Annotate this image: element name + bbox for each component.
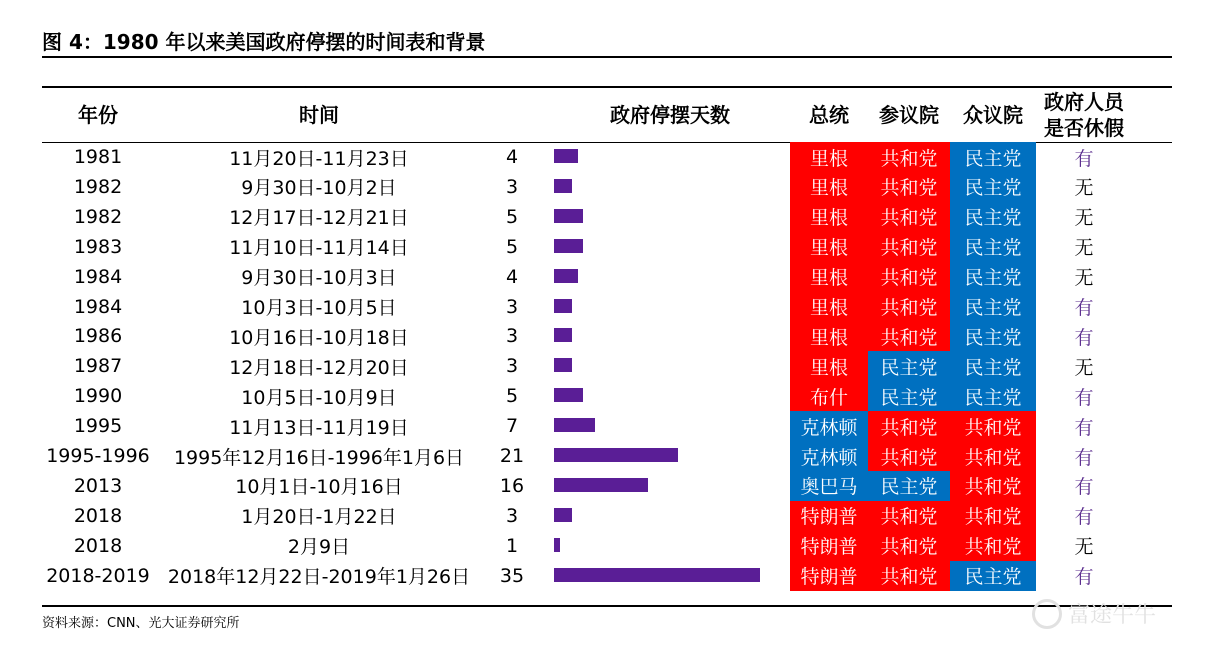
president-cell: 里根 xyxy=(790,351,868,381)
president-cell: 特朗普 xyxy=(790,531,868,561)
leave-cell: 有 xyxy=(1074,566,1094,589)
senate-cell: 民主党 xyxy=(868,351,950,381)
table-row xyxy=(42,321,1172,351)
president-cell: 克林顿 xyxy=(790,441,868,471)
header-leave-line1: 政府人员 xyxy=(1044,90,1124,114)
president-cell: 里根 xyxy=(790,262,868,292)
bottom-rule xyxy=(42,605,1172,607)
time-cell: 9月30日-10月2日 xyxy=(241,177,397,200)
table-row xyxy=(42,471,1172,501)
leave-cell: 有 xyxy=(1074,386,1094,409)
days-cell: 3 xyxy=(505,355,519,378)
senate-cell: 共和党 xyxy=(868,561,950,591)
table-row xyxy=(42,172,1172,202)
leave-cell: 无 xyxy=(1074,207,1094,230)
header-leave-line2: 是否休假 xyxy=(1044,116,1124,140)
watermark-text: 富途牛牛 xyxy=(1068,603,1157,628)
senate-cell: 共和党 xyxy=(868,262,950,292)
year-cell: 2018-2019 xyxy=(46,564,150,587)
president-cell: 克林顿 xyxy=(790,411,868,441)
table-row xyxy=(42,142,1172,172)
president-cell: 特朗普 xyxy=(790,501,868,531)
table-row xyxy=(42,411,1172,441)
year-cell: 1995 xyxy=(73,415,123,438)
days-bar xyxy=(554,568,760,582)
table-row xyxy=(42,262,1172,292)
days-bar xyxy=(554,358,572,372)
house-cell: 民主党 xyxy=(950,172,1036,202)
days-cell: 1 xyxy=(505,534,519,557)
house-cell: 共和党 xyxy=(950,441,1036,471)
days-cell: 4 xyxy=(505,265,519,288)
year-cell: 1981 xyxy=(73,146,123,168)
year-cell: 1990 xyxy=(73,385,123,408)
house-cell: 民主党 xyxy=(950,202,1036,232)
time-cell: 11月20日-11月23日 xyxy=(229,147,409,170)
year-cell: 2018 xyxy=(73,534,123,557)
days-bar xyxy=(554,328,572,342)
days-bar xyxy=(554,209,583,223)
leave-cell: 有 xyxy=(1074,416,1094,439)
days-cell: 35 xyxy=(499,564,525,587)
house-cell: 民主党 xyxy=(950,142,1036,172)
table-row xyxy=(42,531,1172,561)
watermark-logo-icon xyxy=(1032,599,1062,629)
time-cell: 10月3日-10月5日 xyxy=(241,297,397,319)
year-cell: 2018 xyxy=(73,504,123,527)
time-cell: 2月9日 xyxy=(287,536,351,559)
senate-cell: 共和党 xyxy=(868,202,950,232)
president-cell: 特朗普 xyxy=(790,561,868,591)
table-row xyxy=(42,202,1172,232)
days-bar xyxy=(554,269,578,283)
president-cell: 里根 xyxy=(790,142,868,172)
year-cell: 1984 xyxy=(73,265,123,288)
president-cell: 里根 xyxy=(790,292,868,322)
days-cell: 4 xyxy=(505,146,519,168)
table-row xyxy=(42,292,1172,322)
table-row xyxy=(42,501,1172,531)
days-cell: 3 xyxy=(505,504,519,527)
table-row xyxy=(42,232,1172,262)
days-bar xyxy=(554,478,648,492)
house-cell: 民主党 xyxy=(950,292,1036,322)
days-bar xyxy=(554,299,572,313)
president-cell: 里根 xyxy=(790,172,868,202)
time-cell: 11月10日-11月14日 xyxy=(229,237,409,260)
header-senate: 参议院 xyxy=(879,103,939,127)
days-bar xyxy=(554,179,572,193)
senate-cell: 共和党 xyxy=(868,232,950,262)
leave-cell: 有 xyxy=(1074,446,1094,469)
leave-cell: 无 xyxy=(1074,536,1094,559)
house-cell: 共和党 xyxy=(950,501,1036,531)
year-cell: 1982 xyxy=(73,205,123,228)
days-cell: 3 xyxy=(505,325,519,348)
house-cell: 共和党 xyxy=(950,531,1036,561)
year-cell: 1995-1996 xyxy=(46,445,150,467)
time-cell: 10月5日-10月9日 xyxy=(241,386,397,409)
time-cell: 12月17日-12月21日 xyxy=(229,207,409,230)
days-bar xyxy=(554,388,583,402)
senate-cell: 共和党 xyxy=(868,172,950,202)
time-cell: 1995年12月16日-1996年1月6日 xyxy=(173,446,465,469)
days-cell: 5 xyxy=(505,385,519,408)
days-cell: 21 xyxy=(499,445,525,467)
house-cell: 民主党 xyxy=(950,262,1036,292)
days-bar xyxy=(554,418,595,432)
time-cell: 1月20日-1月22日 xyxy=(241,506,397,529)
table-row xyxy=(42,351,1172,381)
year-cell: 1983 xyxy=(73,235,123,258)
president-cell: 里根 xyxy=(790,202,868,232)
header-time: 时间 xyxy=(299,103,339,127)
senate-cell: 共和党 xyxy=(868,441,950,471)
days-cell: 5 xyxy=(505,205,519,228)
senate-cell: 共和党 xyxy=(868,411,950,441)
watermark xyxy=(1032,598,1156,629)
house-cell: 民主党 xyxy=(950,381,1036,411)
time-cell: 10月1日-10月16日 xyxy=(235,476,403,499)
days-cell: 16 xyxy=(499,474,525,497)
president-cell: 奥巴马 xyxy=(790,471,868,501)
days-bar xyxy=(554,239,583,253)
senate-cell: 共和党 xyxy=(868,531,950,561)
days-cell: 5 xyxy=(505,235,519,258)
leave-cell: 无 xyxy=(1074,177,1094,200)
figure-title: 图 4：1980 年以来美国政府停摆的时间表和背景 xyxy=(42,30,486,54)
house-cell: 共和党 xyxy=(950,471,1036,501)
header-house: 众议院 xyxy=(963,103,1023,127)
year-cell: 1984 xyxy=(73,295,123,318)
header-days: 政府停摆天数 xyxy=(610,103,730,127)
time-cell: 11月13日-11月19日 xyxy=(229,416,409,439)
days-cell: 3 xyxy=(505,175,519,198)
days-bar xyxy=(554,538,560,552)
leave-cell: 无 xyxy=(1074,356,1094,379)
header-leave xyxy=(1036,88,1132,142)
house-cell: 民主党 xyxy=(950,351,1036,381)
year-cell: 1987 xyxy=(73,355,123,378)
leave-cell: 无 xyxy=(1074,237,1094,260)
header-president: 总统 xyxy=(809,103,849,127)
leave-cell: 有 xyxy=(1074,297,1094,319)
house-cell: 民主党 xyxy=(950,321,1036,351)
year-cell: 2013 xyxy=(73,474,123,497)
time-cell: 9月30日-10月3日 xyxy=(241,267,397,290)
house-cell: 民主党 xyxy=(950,232,1036,262)
top-rule xyxy=(42,56,1172,58)
time-cell: 10月16日-10月18日 xyxy=(229,326,409,349)
senate-cell: 民主党 xyxy=(868,471,950,501)
header-year: 年份 xyxy=(78,103,118,127)
table-row xyxy=(42,441,1172,471)
president-cell: 布什 xyxy=(790,381,868,411)
table-row xyxy=(42,561,1172,591)
days-cell: 7 xyxy=(505,415,519,438)
time-cell: 2018年12月22日-2019年1月26日 xyxy=(167,566,471,589)
leave-cell: 有 xyxy=(1074,506,1094,529)
year-cell: 1986 xyxy=(73,325,123,348)
senate-cell: 共和党 xyxy=(868,321,950,351)
senate-cell: 共和党 xyxy=(868,142,950,172)
days-cell: 3 xyxy=(505,295,519,318)
days-bar xyxy=(554,149,578,163)
senate-cell: 民主党 xyxy=(868,381,950,411)
leave-cell: 无 xyxy=(1074,267,1094,290)
source-note: 资料来源：CNN、光大证券研究所 xyxy=(42,616,240,631)
house-cell: 民主党 xyxy=(950,561,1036,591)
days-bar xyxy=(554,508,572,522)
president-cell: 里根 xyxy=(790,321,868,351)
time-cell: 12月18日-12月20日 xyxy=(229,356,409,379)
leave-cell: 有 xyxy=(1074,147,1094,170)
senate-cell: 共和党 xyxy=(868,292,950,322)
year-cell: 1982 xyxy=(73,175,123,198)
table-row xyxy=(42,381,1172,411)
president-cell: 里根 xyxy=(790,232,868,262)
days-bar xyxy=(554,448,678,462)
leave-cell: 有 xyxy=(1074,476,1094,499)
leave-cell: 有 xyxy=(1074,326,1094,349)
house-cell: 共和党 xyxy=(950,411,1036,441)
senate-cell: 共和党 xyxy=(868,501,950,531)
